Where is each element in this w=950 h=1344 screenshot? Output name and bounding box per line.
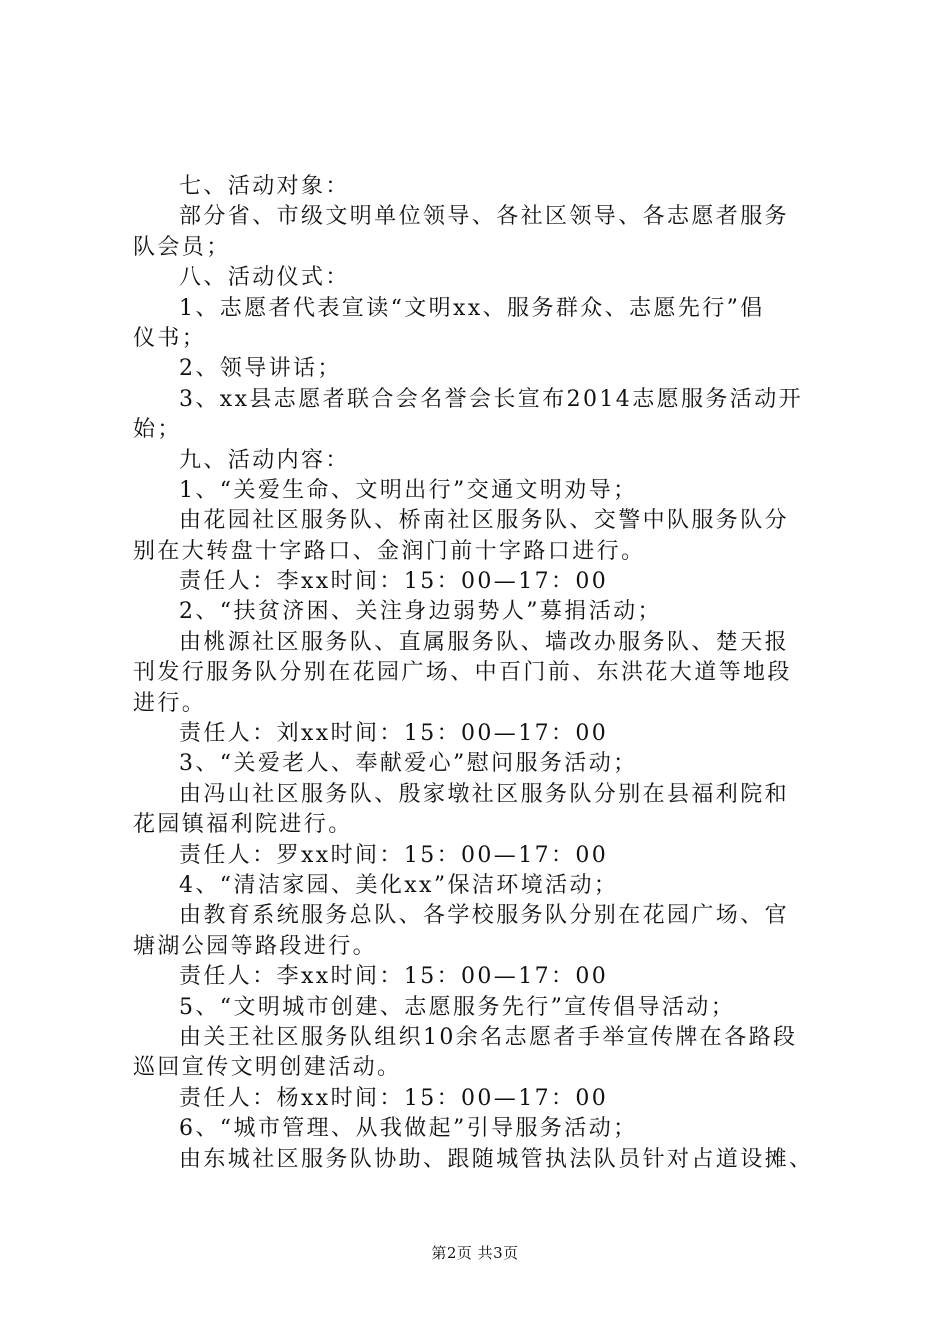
text-line: 责任人：刘xx时间：15：00—17：00 [179, 721, 609, 747]
text-line: 3、xx县志愿者联合会名誉会长宣布2014志愿服务活动开 [179, 386, 804, 412]
text-line: 6、“城市管理、从我做起”引导服务活动； [179, 1116, 638, 1142]
text-line: 5、“文明城市创建、志愿服务先行”宣传倡导活动； [179, 994, 736, 1020]
text-line: 巡回宣传文明创建活动。 [133, 1055, 402, 1081]
text-line: 1、“关爱生命、文明出行”交通文明劝导； [179, 477, 638, 503]
text-line: 由花园社区服务队、桥南社区服务队、交警中队服务队分 [179, 508, 790, 534]
text-line: 责任人：罗xx时间：15：00—17：00 [179, 842, 609, 868]
text-line: 由东城社区服务队协助、跟随城管执法队员针对占道设摊、 [179, 1146, 814, 1172]
text-line: 责任人：李xx时间：15：00—17：00 [179, 964, 609, 990]
text-line: 责任人：杨xx时间：15：00—17：00 [179, 1085, 609, 1111]
text-line: 进行。 [133, 690, 207, 716]
text-line: 花园镇福利院进行。 [133, 812, 353, 838]
text-line: 别在大转盘十字路口、金润门前十字路口进行。 [133, 538, 646, 564]
page-footer: 第2页 共3页 [431, 1244, 519, 1262]
text-line: 2、领导讲话； [179, 356, 342, 382]
text-line: 九、活动内容： [179, 447, 350, 473]
text-line: 刊发行服务队分别在花园广场、中百门前、东洪花大道等地段 [133, 660, 792, 686]
text-line: 由冯山社区服务队、殷家墩社区服务队分别在县福利院和 [179, 781, 790, 807]
text-line: 由关王社区服务队组织10余名志愿者手举宣传牌在各路段 [179, 1024, 798, 1050]
text-line: 由桃源社区服务队、直属服务队、墙改办服务队、楚天报 [179, 629, 790, 655]
text-line: 塘湖公园等路段进行。 [133, 933, 378, 959]
text-line: 八、活动仪式： [179, 265, 350, 291]
text-line: 队会员； [133, 234, 231, 260]
document-body [133, 172, 843, 1175]
text-line: 1、志愿者代表宣读“文明xx、服务群众、志愿先行”倡 [179, 295, 765, 321]
text-line: 责任人：李xx时间：15：00—17：00 [179, 569, 609, 595]
text-line: 由教育系统服务总队、各学校服务队分别在花园广场、官 [179, 903, 790, 929]
text-line: 部分省、市级文明单位领导、各社区领导、各志愿者服务 [179, 204, 790, 230]
text-line: 4、“清洁家园、美化xx”保洁环境活动； [179, 872, 619, 898]
text-line: 七、活动对象： [179, 174, 350, 199]
text-line: 始； [133, 417, 182, 443]
text-line: 仪书； [133, 325, 207, 351]
text-line: 3、“关爱老人、奉献爱心”慰问服务活动； [179, 751, 638, 777]
text-line: 2、“扶贫济困、关注身边弱势人”募捐活动； [179, 599, 662, 625]
